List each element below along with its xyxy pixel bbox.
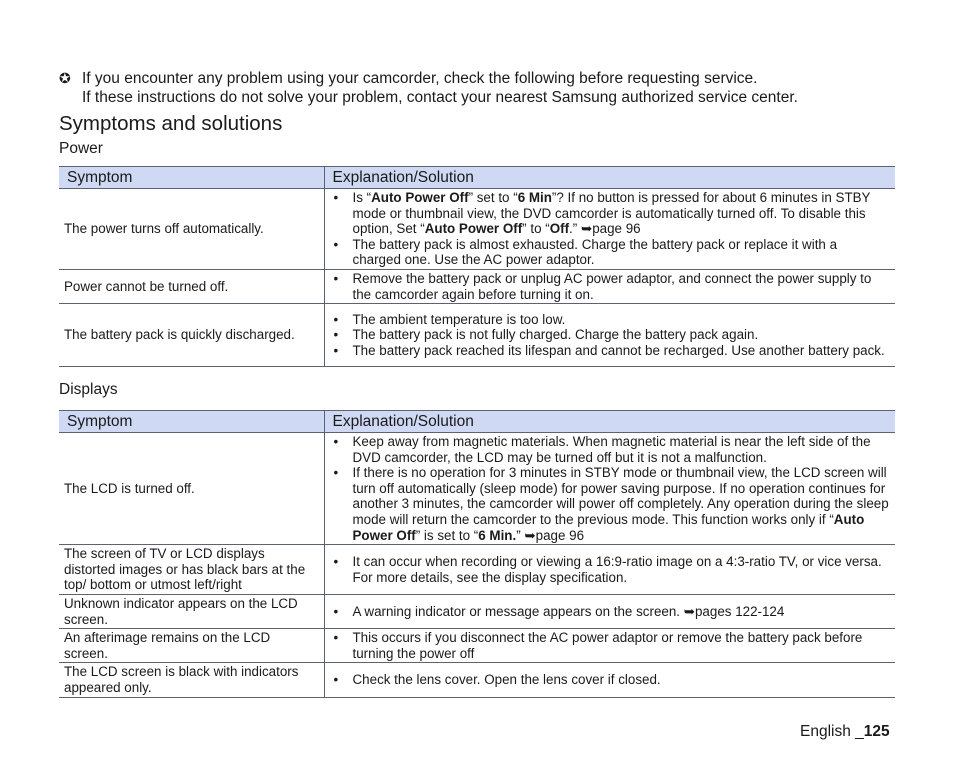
page-ref: page 96 (592, 221, 641, 237)
col-symptom: Symptom (59, 411, 324, 433)
col-solution: Explanation/Solution (324, 411, 895, 433)
table-row (59, 629, 895, 663)
table-row (59, 269, 895, 303)
page-footer (800, 723, 890, 741)
solution-cell (324, 433, 895, 545)
page-ref: pages 122-124 (694, 603, 785, 619)
list-item: • If there is no operation for 3 minutes in STBY mode or thumbnail view, the LCD screen will turn off automatically (sleep mode) for power saving purpose. If no operation continues for another 3 minutes, the camcorder will power off completely. Any operation during the sleep mode will return the camcorder to the previous mode. This function works only if “Auto Power Off” is set to “6 Min.” ➥page 96 (330, 465, 890, 543)
solution-cell (324, 629, 895, 663)
table-header-row (59, 411, 895, 433)
symptom-cell: The LCD is turned off. (59, 433, 324, 545)
list-item: • Keep away from magnetic materials. When magnetic material is near the left side of the DVD camcorder, the LCD may be turned off but it is not a malfunction. (330, 434, 890, 465)
list-item: • Is “Auto Power Off” set to “6 Min”? If no button is pressed for about 6 minutes in STBY mode or thumbnail view, the DVD camcorder is automatically turned off. To disable this option, Set “Auto Power Off” to “Off.” ➥page 96 (330, 190, 890, 237)
list-item: • Check the lens cover. Open the lens cover if closed. (330, 672, 890, 688)
solution-cell (324, 189, 895, 270)
col-symptom: Symptom (59, 167, 324, 189)
table-row (59, 594, 895, 628)
list-item: • The ambient temperature is too low. (330, 312, 890, 328)
intro-note (60, 69, 920, 107)
page-arrow-icon: ➥ (524, 527, 536, 543)
symptom-cell: An afterimage remains on the LCD screen. (59, 629, 324, 663)
list-item: • Remove the battery pack or unplug AC power adaptor, and connect the power supply to the camcorder again before turning it on. (330, 271, 890, 302)
intro-line-1: If you encounter any problem using your camcorder, check the following before requesting service. (82, 70, 758, 87)
table-row (59, 304, 895, 367)
table-row (59, 545, 895, 595)
displays-heading: Displays (59, 381, 118, 398)
list-item: • The battery pack is almost exhausted. Charge the battery pack or replace it with a charged one. Use the AC power adaptor. (330, 237, 890, 268)
symptom-cell: The screen of TV or LCD displays distorted images or has black bars at the top/ bottom or utmost left/right (59, 545, 324, 595)
col-solution: Explanation/Solution (324, 167, 895, 189)
symptom-cell: The power turns off automatically. (59, 189, 324, 270)
page-arrow-icon: ➥ (580, 221, 593, 237)
power-table (59, 166, 895, 367)
power-heading: Power (59, 140, 103, 157)
intro-line-2: If these instructions do not solve your problem, contact your nearest Samsung authorized service center. (82, 89, 798, 106)
solution-cell (324, 663, 895, 697)
list-item: • The battery pack reached its lifespan and cannot be recharged. Use another battery pack. (330, 343, 890, 359)
table-row (59, 433, 895, 545)
symptom-cell: The LCD screen is black with indicators appeared only. (59, 663, 324, 697)
symptom-cell: Power cannot be turned off. (59, 269, 324, 303)
list-item: • A warning indicator or message appears on the screen. ➥pages 122-124 (330, 604, 890, 620)
symptom-cell: The battery pack is quickly discharged. (59, 304, 324, 367)
displays-table (59, 410, 895, 698)
solution-cell (324, 269, 895, 303)
page-title: Symptoms and solutions (59, 112, 283, 135)
solution-cell (324, 594, 895, 628)
list-item: • It can occur when recording or viewing a 16:9-ratio image on a 4:3-ratio TV, or vice versa. For more details, see the display specification. (330, 554, 890, 585)
table-row (59, 663, 895, 697)
footer-language: English _ (800, 723, 864, 740)
note-star-icon: ✪ (59, 70, 71, 86)
solution-cell (324, 304, 895, 367)
table-row (59, 189, 895, 270)
solution-cell (324, 545, 895, 595)
table-header-row (59, 167, 895, 189)
page-arrow-icon: ➥ (683, 603, 695, 619)
page-number: 125 (863, 723, 890, 740)
list-item: • This occurs if you disconnect the AC power adaptor or remove the battery pack before turning the power off (330, 630, 890, 661)
page-ref: page 96 (535, 527, 585, 543)
list-item: • The battery pack is not fully charged. Charge the battery pack again. (330, 327, 890, 343)
symptom-cell: Unknown indicator appears on the LCD screen. (59, 594, 324, 628)
